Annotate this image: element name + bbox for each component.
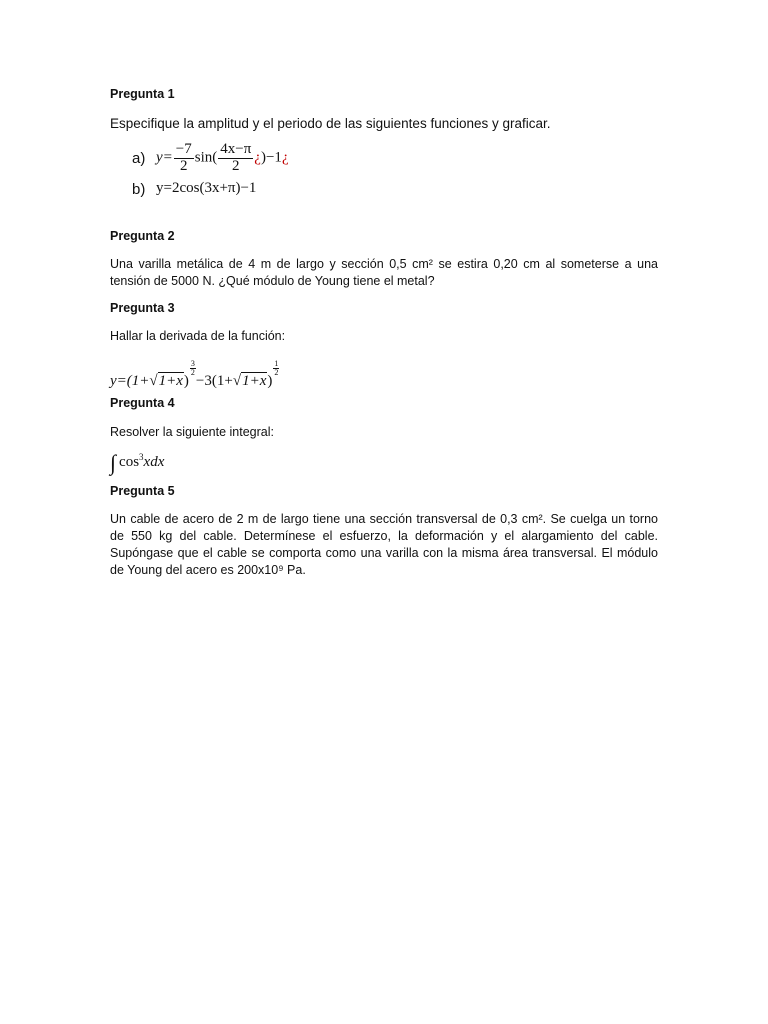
eq-a-frac2-den: 2 — [232, 157, 240, 174]
eq-a-tail: )−1 — [260, 149, 282, 166]
eq-a-sin: sin( — [194, 149, 218, 166]
question-2-text: Una varilla metálica de 4 m de largo y sección 0,5 cm² se estira 0,20 cm al someterse a una tensión de 5000 N. ¿Qué módulo de Young tiene el metal? — [110, 257, 658, 288]
eq-a-frac1-num: −7 — [175, 141, 192, 157]
integral-sign-icon: ∫ — [110, 450, 117, 475]
sqrt-icon: √ — [232, 373, 242, 389]
item-a-label: a) — [132, 150, 146, 167]
eq3-exp2-den: 2 — [274, 368, 279, 377]
eq-a-lhs: y= — [156, 149, 173, 166]
equation-derivative — [110, 360, 279, 390]
question-5-text: Un cable de acero de 2 m de largo tiene una sección transversal de 0,3 cm². Se cuelga un torno de 550 kg del cable. Determínese el esfuerzo, la deformación y el alargamiento del cable. Supóngase que el cable se comporta como una varilla con la misma área transversal. El módulo de Young del acero es 200x10⁹ Pa. — [110, 512, 658, 577]
eq3-exponent-2 — [273, 360, 279, 377]
eq-a-mark-2: ¿ — [281, 149, 289, 166]
eq-a-frac1-den: 2 — [180, 157, 188, 174]
eq3-root-1: 1+x — [158, 373, 183, 389]
question-1-heading: Pregunta 1 — [110, 87, 175, 101]
equation-a — [156, 142, 289, 175]
eq3-exp1-num: 3 — [190, 359, 195, 368]
question-1-text: Especifique la amplitud y el periodo de las siguientes funciones y graficar. — [110, 116, 551, 131]
integral-cos: cos — [119, 454, 140, 470]
sqrt-icon: √ — [149, 373, 158, 389]
eq3-part-1: y=(1+ — [110, 373, 150, 389]
eq3-exp2-num: 1 — [274, 359, 279, 368]
question-4-text: Resolver la siguiente integral: — [110, 425, 274, 439]
question-2-heading: Pregunta 2 — [110, 229, 175, 243]
question-4-heading: Pregunta 4 — [110, 396, 175, 410]
eq3-exp1-den: 2 — [190, 368, 195, 377]
eq3-part-3: −3(1+ — [195, 373, 233, 389]
integral-power: 3 — [139, 452, 144, 462]
eq-a-fraction-2 — [218, 142, 253, 175]
item-b-label: b) — [132, 181, 146, 198]
question-3-text: Hallar la derivada de la función: — [110, 329, 286, 343]
equation-integral — [110, 450, 164, 476]
eq3-part-4: ) — [267, 373, 273, 389]
eq-a-frac2-num: 4x−π — [220, 141, 252, 157]
question-5-heading: Pregunta 5 — [110, 484, 175, 498]
eq3-part-2: ) — [183, 373, 189, 389]
eq-a-mark-1: ¿ — [254, 149, 261, 166]
eq-a-fraction-1 — [174, 142, 194, 175]
equation-b: y=2cos(3x+π)−1 — [156, 180, 257, 196]
eq3-root-2: 1+x — [242, 373, 267, 389]
question-3-heading: Pregunta 3 — [110, 301, 175, 315]
integral-rest: xdx — [143, 454, 165, 470]
